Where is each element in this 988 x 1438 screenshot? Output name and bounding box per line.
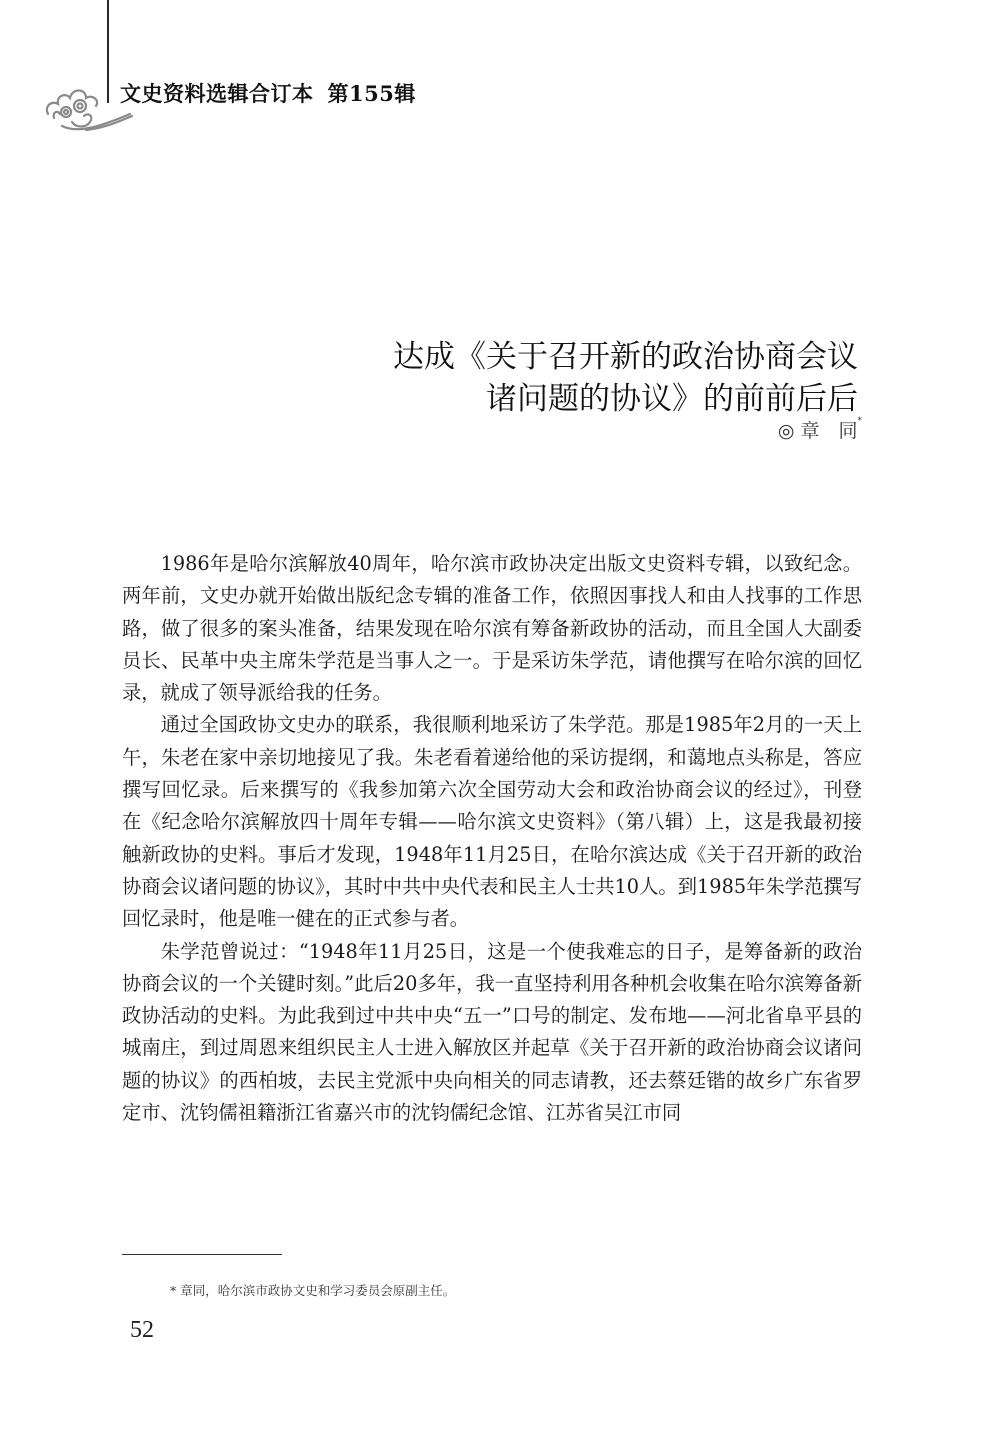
page-number: 52 [130, 1317, 154, 1343]
paragraph: 朱学范曾说过：“1948年11月25日，这是一个使我难忘的日子，是筹备新的政治协商会议的一个关键时刻。”此后20多年，我一直坚持利用各种机会收集在哈尔滨筹备新政协活动的史料。为此我到过中共中央“五一”口号的制定、发布地——河北省阜平县的城南庄，到过周恩来组织民主人士进入解放区并起草《关于召开新的政治协商会议诸问题的协议》的西柏坡，去民主党派中央向相关的同志请教，还去蔡廷锴的故乡广东省罗定市、沈钧儒祖籍浙江省嘉兴市的沈钧儒纪念馆、江苏省吴江市同 [122, 939, 862, 1125]
footnote-marker: * [857, 416, 862, 426]
byline [778, 416, 862, 443]
footnote-rule [122, 1254, 282, 1255]
title-line-1: 达成《关于召开新的政治协商会议 [393, 339, 858, 375]
paragraph: 1986年是哈尔滨解放40周年，哈尔滨市政协决定出版文史资料专辑，以致纪念。两年前，文史办就开始做出版纪念专辑的准备工作，依照因事找人和由人找事的工作思路，做了很多的案头准备，结果发现在哈尔滨有筹备新政协的活动，而且全国人大副委员长、民革中央主席朱学范是当事人之一。于是采访朱学范，请他撰写在哈尔滨的回忆录，就成了领导派给我的任务。 [122, 552, 862, 705]
title-line-2: 诸问题的协议》的前前后后 [486, 381, 858, 417]
running-header [120, 78, 416, 108]
article-body [122, 548, 862, 1129]
footnote: * 章同，哈尔滨市政协文史和学习委员会原副主任。 [170, 1283, 456, 1298]
volume-number: 第155辑 [327, 81, 416, 106]
article-title [393, 336, 858, 420]
author-name: 章 同 [800, 420, 858, 442]
paragraph: 通过全国政协文史办的联系，我很顺利地采访了朱学范。那是1985年2月的一天上午，朱老在家中亲切地接见了我。朱老看着递给他的采访提纲，和蔼地点头称是，答应撰写回忆录。后来撰写的《我参加第六次全国劳动大会和政治协商会议的经过》，刊登在《纪念哈尔滨解放四十周年专辑——哈尔滨文史资料》（第八辑）上，这是我最初接触新政协的史料。事后才发现，1948年11月25日，在哈尔滨达成《关于召开新的政治协商会议诸问题的协议》，其时中共中央代表和民主人士共10人。到1985年朱学范撰写回忆录时，他是唯一健在的正式参与者。 [122, 713, 862, 931]
series-title: 文史资料选辑合订本 [120, 81, 314, 106]
byline-mark: ◎ [777, 420, 795, 442]
